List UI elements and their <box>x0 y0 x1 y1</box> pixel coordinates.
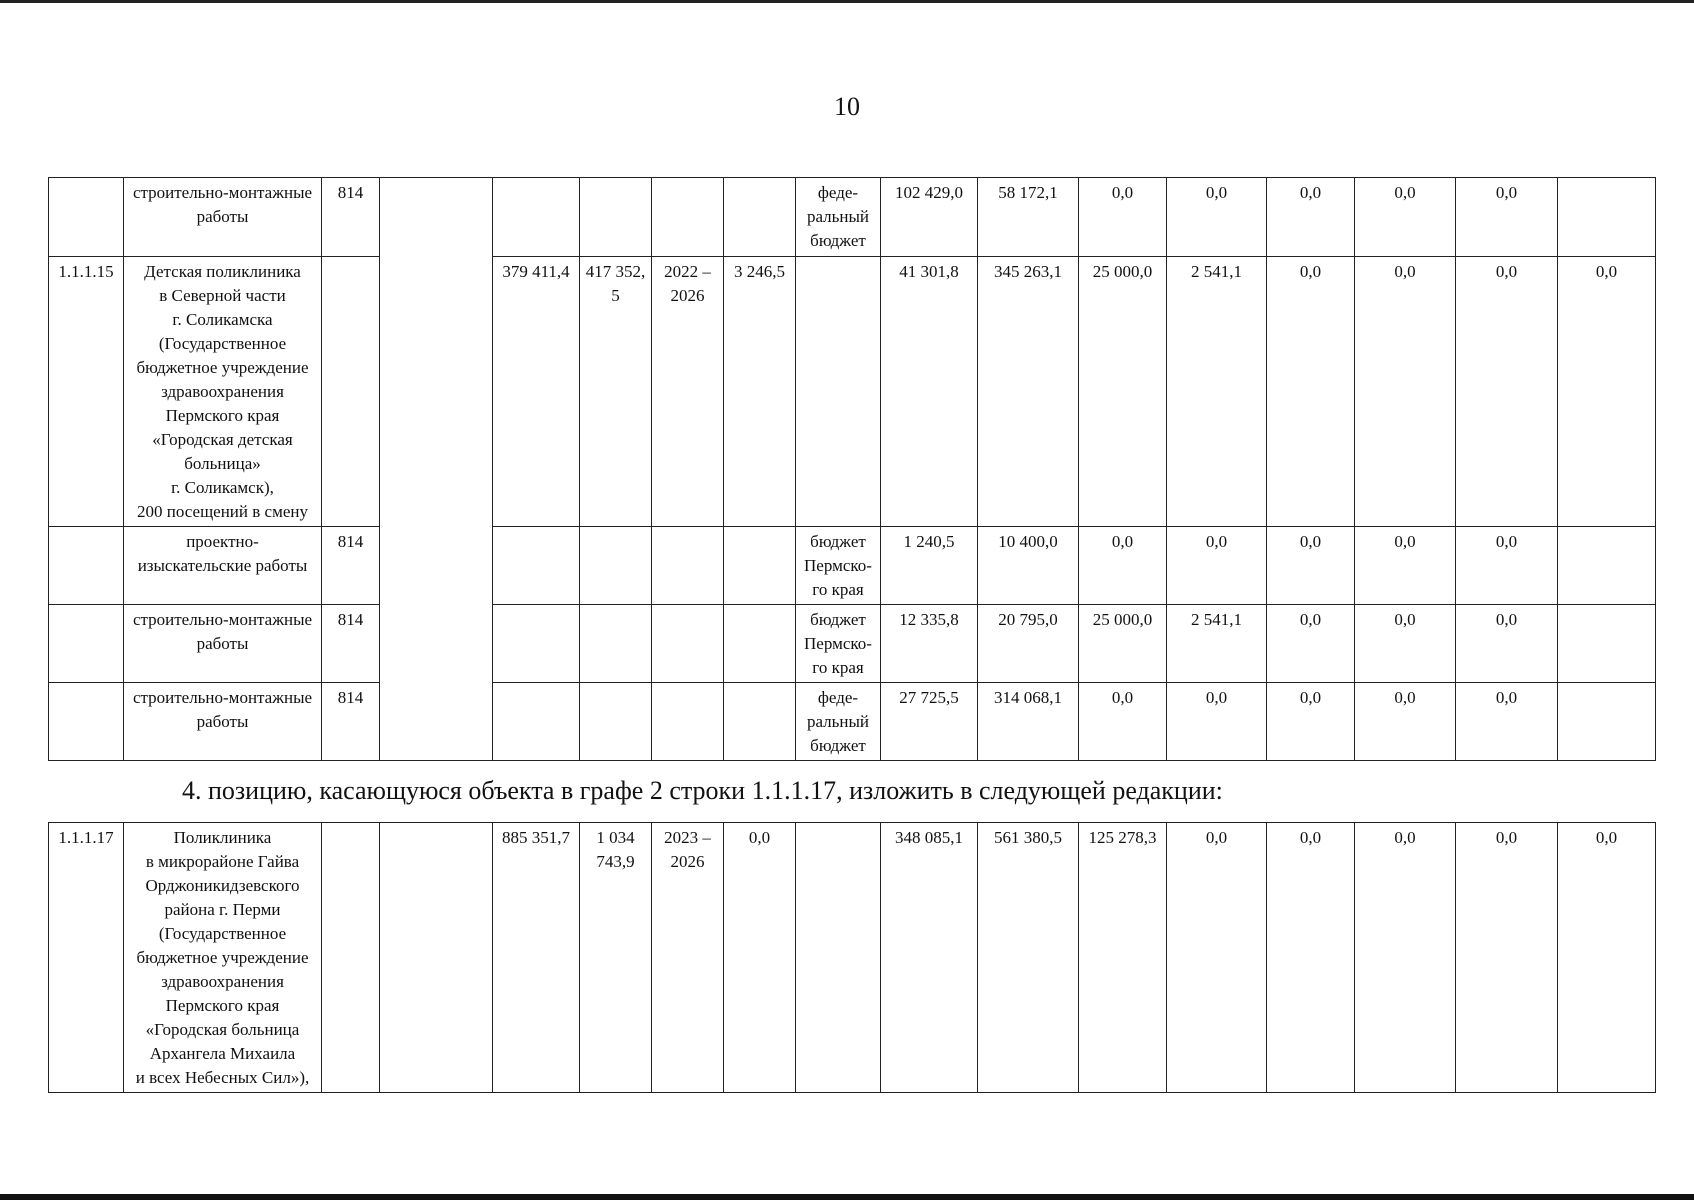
row-col7 <box>652 605 724 683</box>
row-value: 0,0 <box>1355 683 1456 761</box>
row-name: проектно- изыскательские работы <box>124 527 322 605</box>
row-value <box>1558 605 1656 683</box>
row-name: Детская поликлиника в Северной части г. Соликамска (Государственное бюджетное учреждение здравоохранения Пермского края «Городская детская больница» г. Соликамск), 200 посещений в смену <box>124 257 322 527</box>
row-value: 41 301,8 <box>881 257 978 527</box>
row-source <box>796 823 881 1093</box>
row-col7 <box>652 683 724 761</box>
row-value: 0,0 <box>1355 527 1456 605</box>
row-col5: 885 351,7 <box>493 823 580 1093</box>
row-col7 <box>652 178 724 257</box>
row-grbs <box>322 257 380 527</box>
budget-table-2 <box>48 822 1656 1093</box>
row-name: строительно-монтажные работы <box>124 683 322 761</box>
row-value: 0,0 <box>1167 178 1267 257</box>
row-col5 <box>493 683 580 761</box>
row-value: 125 278,3 <box>1079 823 1167 1093</box>
row-value: 0,0 <box>1456 683 1558 761</box>
budget-table-1 <box>48 177 1656 761</box>
row-value <box>1558 178 1656 257</box>
row-value: 2 541,1 <box>1167 605 1267 683</box>
row-grbs: 814 <box>322 178 380 257</box>
row-col5 <box>493 527 580 605</box>
row-source: бюджет Пермско- го края <box>796 527 881 605</box>
row-code <box>49 683 124 761</box>
row-grbs <box>322 823 380 1093</box>
row-value: 0,0 <box>1267 527 1355 605</box>
row-col7: 2022 – 2026 <box>652 257 724 527</box>
row-value: 0,0 <box>1079 683 1167 761</box>
row-col6 <box>580 527 652 605</box>
row-code: 1.1.1.15 <box>49 257 124 527</box>
merged-empty-cell <box>380 823 493 1093</box>
row-col6 <box>580 178 652 257</box>
row-col8: 0,0 <box>724 823 796 1093</box>
row-value: 0,0 <box>1167 823 1267 1093</box>
row-col5 <box>493 605 580 683</box>
table-row <box>49 605 1656 683</box>
row-value: 102 429,0 <box>881 178 978 257</box>
row-value: 27 725,5 <box>881 683 978 761</box>
row-name: строительно-монтажные работы <box>124 605 322 683</box>
row-col6 <box>580 605 652 683</box>
row-value: 12 335,8 <box>881 605 978 683</box>
row-code: 1.1.1.17 <box>49 823 124 1093</box>
row-value: 0,0 <box>1456 823 1558 1093</box>
row-value: 25 000,0 <box>1079 257 1167 527</box>
row-code <box>49 527 124 605</box>
row-value: 0,0 <box>1456 527 1558 605</box>
row-value: 0,0 <box>1267 683 1355 761</box>
row-value: 0,0 <box>1267 257 1355 527</box>
row-value: 0,0 <box>1355 257 1456 527</box>
amendment-instruction: 4. позицию, касающуюся объекта в графе 2 строки 1.1.1.17, изложить в следующей редакции: <box>182 776 1223 805</box>
row-code <box>49 178 124 257</box>
row-value: 0,0 <box>1558 823 1656 1093</box>
row-value: 0,0 <box>1167 683 1267 761</box>
row-value <box>1558 527 1656 605</box>
row-value: 0,0 <box>1267 605 1355 683</box>
row-col6: 417 352, 5 <box>580 257 652 527</box>
row-col8: 3 246,5 <box>724 257 796 527</box>
row-value: 345 263,1 <box>978 257 1079 527</box>
table-row <box>49 823 1656 1093</box>
row-value: 0,0 <box>1267 823 1355 1093</box>
row-col8 <box>724 683 796 761</box>
table-row <box>49 683 1656 761</box>
row-value: 0,0 <box>1456 605 1558 683</box>
row-value: 20 795,0 <box>978 605 1079 683</box>
row-code <box>49 605 124 683</box>
row-value <box>1558 683 1656 761</box>
row-value: 2 541,1 <box>1167 257 1267 527</box>
row-value: 10 400,0 <box>978 527 1079 605</box>
page-number: 10 <box>834 92 860 121</box>
row-source <box>796 257 881 527</box>
top-border <box>0 0 1694 3</box>
row-name: строительно-монтажные работы <box>124 178 322 257</box>
row-value: 0,0 <box>1456 178 1558 257</box>
row-value: 0,0 <box>1558 257 1656 527</box>
row-value: 25 000,0 <box>1079 605 1167 683</box>
row-source: бюджет Пермско- го края <box>796 605 881 683</box>
row-value: 0,0 <box>1355 823 1456 1093</box>
row-grbs: 814 <box>322 605 380 683</box>
row-grbs: 814 <box>322 683 380 761</box>
merged-empty-cell <box>380 178 493 761</box>
row-col6 <box>580 683 652 761</box>
table-row <box>49 178 1656 257</box>
row-value: 0,0 <box>1267 178 1355 257</box>
row-col8 <box>724 178 796 257</box>
row-value: 0,0 <box>1456 257 1558 527</box>
row-value: 0,0 <box>1355 178 1456 257</box>
row-col7: 2023 – 2026 <box>652 823 724 1093</box>
table-row <box>49 527 1656 605</box>
row-grbs: 814 <box>322 527 380 605</box>
row-value: 0,0 <box>1167 527 1267 605</box>
row-value: 0,0 <box>1079 527 1167 605</box>
row-col6: 1 034 743,9 <box>580 823 652 1093</box>
row-col5: 379 411,4 <box>493 257 580 527</box>
row-col5 <box>493 178 580 257</box>
row-value: 0,0 <box>1079 178 1167 257</box>
row-col8 <box>724 527 796 605</box>
row-col7 <box>652 527 724 605</box>
row-value: 1 240,5 <box>881 527 978 605</box>
row-source: феде- ральный бюджет <box>796 178 881 257</box>
row-value: 348 085,1 <box>881 823 978 1093</box>
row-name: Поликлиника в микрорайоне Гайва Орджоникидзевского района г. Перми (Государственное бюджетное учреждение здравоохранения Пермского края «Городская больница Архангела Михаила и всех Небесных Сил»), <box>124 823 322 1093</box>
row-source: феде- ральный бюджет <box>796 683 881 761</box>
table-row <box>49 257 1656 527</box>
row-col8 <box>724 605 796 683</box>
row-value: 58 172,1 <box>978 178 1079 257</box>
bottom-border <box>0 1194 1694 1200</box>
row-value: 561 380,5 <box>978 823 1079 1093</box>
row-value: 314 068,1 <box>978 683 1079 761</box>
row-value: 0,0 <box>1355 605 1456 683</box>
